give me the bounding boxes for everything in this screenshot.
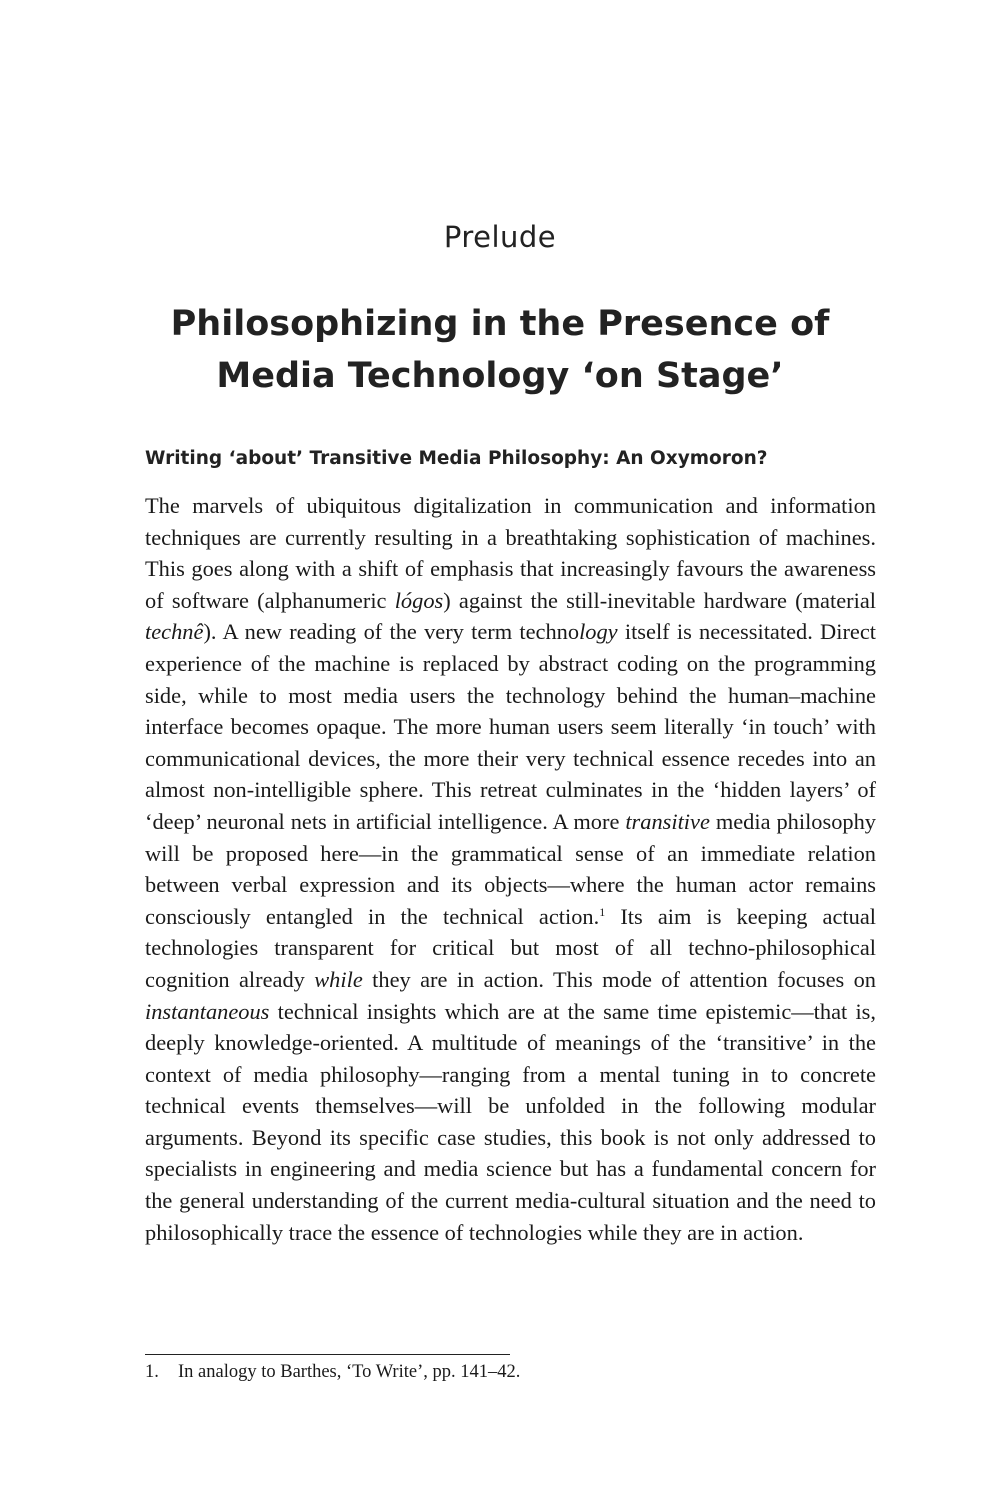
italic-term: logy bbox=[579, 619, 618, 645]
text-run: ). A new reading of the very term techno bbox=[203, 619, 580, 645]
text-run: ) against the still-inevitable hardware (material bbox=[443, 587, 876, 613]
chapter-label: Prelude bbox=[443, 220, 557, 254]
text-run: The marvels of ubiquitous digitalization in communication and information techniques are currently resulting in a breathtaking sophistication of machines. This goes along with a shift of emphasis that increasingly favours the awareness of software (alphanumeric bbox=[145, 493, 876, 613]
section-heading: Writing ‘about’ Transitive Media Philosophy: An Oxymoron? bbox=[145, 448, 768, 469]
italic-term: technê bbox=[145, 619, 204, 645]
text-run: media philosophy will be proposed here—in the grammatical sense of an immediate relation between verbal expression and its objects—where the human actor remains consciously entangled in the technical action. bbox=[145, 808, 876, 929]
footnote-divider bbox=[145, 1354, 510, 1355]
footnote-number: 1. bbox=[145, 1362, 159, 1382]
chapter-title-line-1: Philosophizing in the Presence of bbox=[170, 304, 830, 344]
italic-term: lógos bbox=[394, 587, 444, 613]
footnote-item bbox=[145, 1362, 885, 1383]
italic-term: transitive bbox=[625, 808, 710, 834]
footnote-reference[interactable]: 1 bbox=[599, 904, 606, 919]
text-run: technical insights which are at the same time epistemic—that is, deeply knowledge-oriented. A multitude of meanings of the ‘transitive’ in the context of media philosophy—ranging from a mental tuning in to concrete technical events themselves—will be unfolded in the following modular arguments. Beyond its specific case studies, this book is not only addressed to specialists in engineering and media science but has a fundamental concern for the general understanding of the current media-cultural situation and the need to philosophically trace the essence of technologies while they are in action. bbox=[145, 998, 876, 1245]
chapter-title bbox=[0, 298, 1000, 402]
italic-term: while bbox=[314, 966, 363, 992]
body-paragraph bbox=[145, 490, 876, 1248]
chapter-title-line-2: Media Technology ‘on Stage’ bbox=[216, 356, 784, 396]
text-run: Its aim is keeping actual technologies transparent for critical but most of all techno-philosophical cognition already bbox=[145, 903, 876, 992]
text-run: itself is necessitated. Direct experience of the machine is replaced by abstract coding on the programming side, while to most media users the technology behind the human–machine interface becomes opaque. The more human users seem literally ‘in touch’ with communicational devices, the more their very technical essence recedes into an almost non-intelligible sphere. This retreat culminates in the ‘hidden layers’ of ‘deep’ neuronal nets in artificial intelligence. A more bbox=[145, 619, 876, 834]
italic-term: instantaneous bbox=[145, 998, 270, 1024]
footnote-text: In analogy to Barthes, ‘To Write’, pp. 141–42. bbox=[178, 1362, 521, 1382]
text-run: they are in action. This mode of attention focuses on bbox=[362, 966, 876, 992]
